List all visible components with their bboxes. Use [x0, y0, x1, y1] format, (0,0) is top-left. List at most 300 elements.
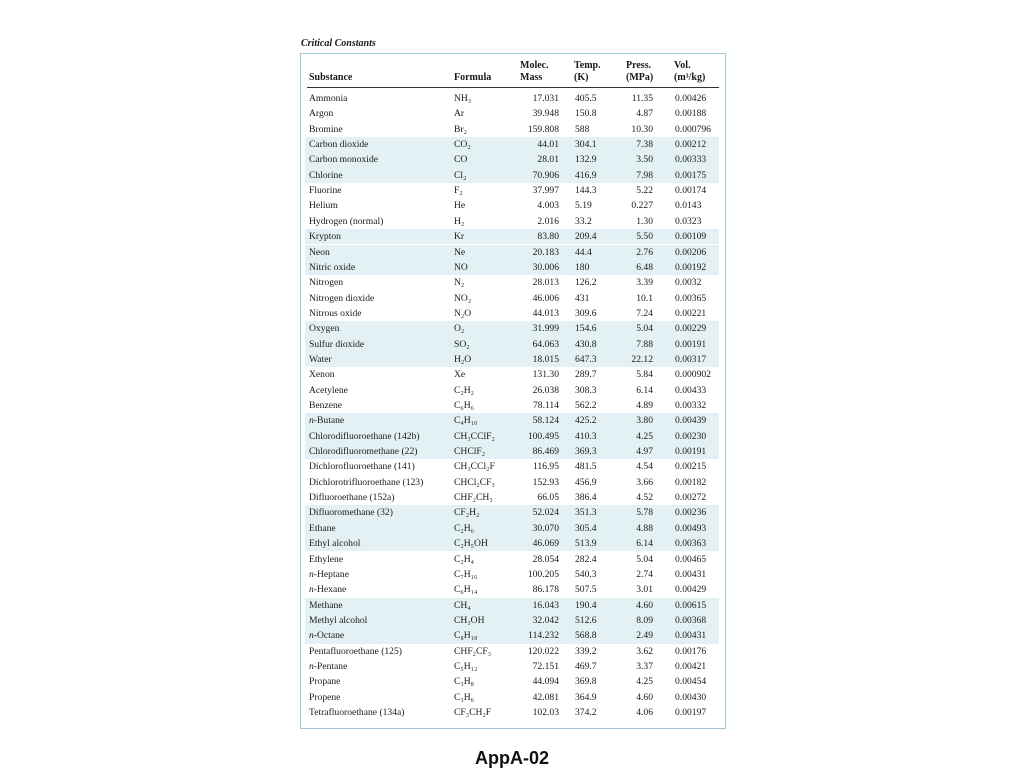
table-row — [305, 245, 719, 260]
molecular-mass-cell: 58.124 — [532, 415, 559, 427]
critical-pressure-cell: 4.54 — [636, 461, 653, 473]
formula-cell: CO — [454, 154, 468, 166]
critical-pressure-cell: 4.06 — [636, 707, 653, 718]
molecular-mass-cell: 18.015 — [532, 353, 559, 365]
formula-cell: Ne — [454, 246, 466, 258]
header-vol-line2: (m³/kg) — [674, 72, 706, 83]
critical-pressure-cell: 3.50 — [636, 154, 653, 166]
formula-cell: H₂O — [454, 353, 472, 365]
substance-cell: Sulfur dioxide — [309, 338, 365, 350]
table-row — [305, 413, 719, 428]
critical-volume-cell: 0.00333 — [675, 154, 707, 166]
critical-temperature-cell: 512.6 — [575, 614, 597, 626]
substance-cell: Tetrafluoroethane (134a) — [309, 707, 405, 718]
critical-pressure-cell: 5.22 — [636, 185, 653, 197]
formula-cell: Cl₂ — [454, 169, 467, 181]
formula-cell: CF₃CH₂F — [454, 707, 492, 718]
critical-pressure-cell: 3.37 — [636, 660, 653, 672]
critical-pressure-cell: 4.60 — [636, 599, 653, 611]
critical-temperature-cell: 126.2 — [575, 277, 597, 289]
substance-cell: Ethane — [309, 522, 336, 534]
table-row — [305, 459, 719, 474]
formula-cell: CH₄ — [454, 599, 471, 611]
substance-cell: Nitrogen — [309, 277, 344, 289]
molecular-mass-cell: 4.003 — [537, 200, 559, 212]
formula-cell: C₂H₅OH — [454, 538, 488, 550]
table-row — [305, 536, 719, 551]
formula-cell: CHClF₂ — [454, 446, 486, 458]
critical-volume-cell: 0.00176 — [675, 645, 707, 657]
header-mass-line1: Molec. — [520, 60, 549, 71]
critical-temperature-cell: 132.9 — [575, 154, 597, 166]
molecular-mass-cell: 86.469 — [532, 446, 559, 458]
formula-cell: CH₃CClF₂ — [454, 430, 495, 442]
critical-pressure-cell: 6.14 — [636, 538, 653, 550]
table-caption: Critical Constants — [301, 38, 376, 49]
substance-cell: Chlorodifluoromethane (22) — [309, 446, 418, 458]
molecular-mass-cell: 159.808 — [527, 123, 559, 135]
formula-cell: C₃H₆ — [454, 691, 475, 703]
formula-cell: F₂ — [454, 185, 463, 197]
critical-temperature-cell: 144.3 — [575, 185, 597, 197]
critical-temperature-cell: 425.2 — [575, 415, 597, 427]
table-row — [305, 398, 719, 413]
table-row — [305, 505, 719, 520]
table-row — [305, 214, 719, 229]
critical-temperature-cell: 540.3 — [575, 568, 597, 580]
substance-cell: Propene — [309, 691, 341, 703]
critical-volume-cell: 0.00365 — [675, 292, 707, 304]
critical-volume-cell: 0.00191 — [675, 446, 707, 458]
table-row — [305, 321, 719, 336]
table-row — [305, 444, 719, 459]
critical-pressure-cell: 8.09 — [636, 614, 653, 626]
molecular-mass-cell: 32.042 — [532, 614, 559, 626]
formula-cell: C₈H₁₈ — [454, 630, 478, 642]
critical-temperature-cell: 416.9 — [575, 169, 597, 181]
substance-cell: Ammonia — [309, 93, 348, 104]
formula-cell: CF₂H₂ — [454, 507, 480, 519]
formula-cell: CHCl₂CF₃ — [454, 476, 495, 488]
substance-cell: Acetylene — [309, 384, 348, 396]
critical-temperature-cell: 305.4 — [575, 522, 597, 534]
substance-cell: Ethyl alcohol — [309, 538, 361, 550]
critical-pressure-cell: 4.88 — [636, 522, 653, 534]
critical-volume-cell: 0.00188 — [675, 108, 707, 120]
critical-temperature-cell: 647.3 — [575, 353, 597, 365]
table-row — [305, 291, 719, 306]
table-header — [301, 54, 725, 90]
formula-cell: C₂H₂ — [454, 384, 475, 396]
critical-volume-cell: 0.00615 — [675, 599, 707, 611]
formula-cell: NH₃ — [454, 93, 472, 104]
critical-pressure-cell: 5.04 — [636, 553, 653, 565]
header-rule — [307, 87, 719, 88]
substance-cell: Carbon dioxide — [309, 139, 369, 151]
formula-cell: C₅H₁₂ — [454, 660, 478, 672]
critical-temperature-cell: 364.9 — [575, 691, 597, 703]
critical-pressure-cell: 3.39 — [636, 277, 653, 289]
critical-pressure-cell: 7.88 — [636, 338, 653, 350]
molecular-mass-cell: 20.183 — [532, 246, 559, 258]
critical-temperature-cell: 304.1 — [575, 139, 597, 151]
substance-cell: Methane — [309, 599, 343, 611]
slide-label: AppA-02 — [474, 748, 549, 768]
critical-temperature-cell: 481.5 — [575, 461, 597, 473]
formula-cell: CH₃CCl₂F — [454, 461, 495, 473]
critical-temperature-cell: 209.4 — [575, 231, 597, 243]
critical-pressure-cell: 2.74 — [636, 568, 653, 580]
table-row — [305, 567, 719, 582]
substance-cell: n-Butane — [309, 415, 345, 427]
critical-volume-cell: 0.00431 — [675, 630, 707, 642]
table-row — [305, 598, 719, 613]
critical-temperature-cell: 150.8 — [575, 108, 597, 120]
formula-cell: Xe — [454, 369, 466, 381]
formula-cell: CHF₂CF₃ — [454, 645, 492, 657]
molecular-mass-cell: 39.948 — [532, 108, 559, 120]
formula-cell: C₄H₁₀ — [454, 415, 478, 427]
molecular-mass-cell: 52.024 — [532, 507, 559, 519]
table-row — [305, 152, 719, 167]
formula-cell: N₂O — [454, 307, 472, 319]
critical-temperature-cell: 469.7 — [575, 660, 597, 672]
substance-cell: Oxygen — [309, 323, 340, 335]
critical-pressure-cell: 7.38 — [636, 139, 653, 151]
header-substance: Substance — [309, 72, 353, 83]
critical-volume-cell: 0.00236 — [675, 507, 707, 519]
molecular-mass-cell: 16.043 — [532, 599, 559, 611]
formula-cell: He — [454, 200, 466, 212]
molecular-mass-cell: 31.999 — [532, 323, 559, 335]
critical-volume-cell: 0.00229 — [675, 323, 707, 335]
critical-volume-cell: 0.00192 — [675, 261, 707, 273]
critical-pressure-cell: 3.80 — [636, 415, 653, 427]
critical-temperature-cell: 507.5 — [575, 584, 597, 596]
critical-pressure-cell: 4.60 — [636, 691, 653, 703]
formula-cell: C₆H₁₄ — [454, 584, 478, 596]
critical-pressure-cell: 3.66 — [636, 476, 653, 488]
molecular-mass-cell: 116.95 — [532, 461, 559, 473]
substance-cell: n-Heptane — [309, 568, 349, 580]
critical-volume-cell: 0.00191 — [675, 338, 707, 350]
substance-cell: Methyl alcohol — [309, 614, 368, 626]
critical-pressure-cell: 4.25 — [636, 676, 653, 688]
substance-cell: Water — [309, 353, 332, 365]
critical-temperature-cell: 588 — [575, 123, 590, 135]
critical-volume-cell: 0.00230 — [675, 430, 707, 442]
critical-pressure-cell: 5.50 — [636, 231, 653, 243]
critical-pressure-cell: 4.97 — [636, 446, 653, 458]
formula-cell: NO — [454, 261, 468, 273]
molecular-mass-cell: 30.006 — [532, 261, 559, 273]
table-row — [305, 429, 719, 444]
substance-cell: Difluoromethane (32) — [309, 507, 393, 519]
critical-volume-cell: 0.0143 — [675, 200, 702, 212]
molecular-mass-cell: 78.114 — [532, 400, 559, 411]
molecular-mass-cell: 100.205 — [527, 568, 559, 580]
molecular-mass-cell: 100.495 — [527, 430, 559, 442]
critical-temperature-cell: 374.2 — [575, 707, 597, 718]
molecular-mass-cell: 83.80 — [537, 231, 559, 243]
molecular-mass-cell: 44.013 — [532, 307, 559, 319]
critical-volume-cell: 0.00429 — [675, 584, 707, 596]
formula-cell: C₆H₆ — [454, 400, 475, 411]
critical-pressure-cell: 22.12 — [631, 353, 653, 365]
substance-cell: Xenon — [309, 369, 335, 381]
substance-cell: Hydrogen (normal) — [309, 215, 384, 227]
critical-pressure-cell: 11.35 — [631, 93, 653, 104]
critical-volume-cell: 0.00215 — [675, 461, 707, 473]
molecular-mass-cell: 120.022 — [527, 645, 559, 657]
table-row — [305, 183, 719, 198]
critical-pressure-cell: 5.84 — [636, 369, 653, 381]
critical-pressure-cell: 5.78 — [636, 507, 653, 519]
critical-temperature-cell: 309.6 — [575, 307, 597, 319]
molecular-mass-cell: 46.006 — [532, 292, 559, 304]
critical-pressure-cell: 4.25 — [636, 430, 653, 442]
critical-temperature-cell: 44.4 — [575, 246, 592, 258]
table-row — [305, 122, 719, 137]
critical-pressure-cell: 4.52 — [636, 492, 653, 504]
header-press-line2: (MPa) — [626, 72, 654, 83]
critical-volume-cell: 0.0032 — [675, 277, 702, 289]
substance-cell: Chlorine — [309, 169, 343, 181]
molecular-mass-cell: 152.93 — [532, 476, 559, 488]
critical-temperature-cell: 5.19 — [575, 200, 592, 212]
molecular-mass-cell: 86.178 — [532, 584, 559, 596]
formula-cell: C₇H₁₆ — [454, 568, 478, 580]
molecular-mass-cell: 28.013 — [532, 277, 559, 289]
substance-cell: n-Hexane — [309, 584, 347, 596]
table-row — [305, 659, 719, 674]
critical-temperature-cell: 431 — [575, 292, 590, 304]
critical-volume-cell: 0.0323 — [675, 215, 702, 227]
formula-cell: O₂ — [454, 323, 465, 335]
critical-temperature-cell: 308.3 — [575, 384, 597, 396]
formula-cell: C₂H₆ — [454, 522, 475, 534]
table-row — [305, 490, 719, 505]
table-row — [305, 383, 719, 398]
molecular-mass-cell: 44.01 — [537, 139, 559, 151]
table-row — [305, 260, 719, 275]
substance-cell: Neon — [309, 246, 330, 258]
critical-temperature-cell: 351.3 — [575, 507, 597, 519]
formula-cell: C₃H₈ — [454, 676, 475, 688]
table-row — [305, 168, 719, 183]
critical-pressure-cell: 5.04 — [636, 323, 653, 335]
substance-cell: Argon — [309, 108, 334, 120]
critical-temperature-cell: 456.9 — [575, 476, 597, 488]
critical-temperature-cell: 339.2 — [575, 645, 597, 657]
table-row — [305, 475, 719, 490]
table-row — [305, 229, 719, 244]
substance-cell: Krypton — [309, 231, 341, 243]
critical-volume-cell: 0.00431 — [675, 568, 707, 580]
critical-volume-cell: 0.00421 — [675, 660, 707, 672]
substance-cell: Helium — [309, 200, 338, 212]
molecular-mass-cell: 30.070 — [532, 522, 559, 534]
critical-pressure-cell: 0.227 — [631, 200, 653, 212]
substance-cell: Fluorine — [309, 185, 342, 197]
molecular-mass-cell: 44.094 — [532, 676, 559, 688]
table-row — [305, 613, 719, 628]
table-row — [305, 690, 719, 705]
critical-volume-cell: 0.00332 — [675, 400, 707, 411]
table-row — [305, 337, 719, 352]
table-row — [305, 106, 719, 121]
critical-pressure-cell: 3.01 — [636, 584, 653, 596]
formula-cell: NO₂ — [454, 292, 472, 304]
table-row — [305, 91, 719, 106]
table-row — [305, 275, 719, 290]
critical-pressure-cell: 6.14 — [636, 384, 653, 396]
critical-temperature-cell: 369.3 — [575, 446, 597, 458]
substance-cell: Propane — [309, 676, 341, 688]
critical-temperature-cell: 190.4 — [575, 599, 597, 611]
critical-temperature-cell: 562.2 — [575, 400, 597, 411]
substance-cell: Nitric oxide — [309, 261, 356, 273]
critical-temperature-cell: 282.4 — [575, 553, 597, 565]
critical-temperature-cell: 33.2 — [575, 215, 592, 227]
header-temp-line2: (K) — [574, 72, 589, 83]
critical-volume-cell: 0.00426 — [675, 93, 707, 104]
molecular-mass-cell: 28.01 — [537, 154, 559, 166]
critical-volume-cell: 0.00221 — [675, 307, 707, 319]
table-row — [305, 552, 719, 567]
substance-cell: Benzene — [309, 400, 343, 411]
critical-temperature-cell: 289.7 — [575, 369, 597, 381]
critical-volume-cell: 0.00465 — [675, 553, 707, 565]
critical-volume-cell: 0.000796 — [675, 123, 711, 135]
critical-volume-cell: 0.00430 — [675, 691, 707, 703]
critical-volume-cell: 0.00212 — [675, 139, 707, 151]
table-row — [305, 582, 719, 597]
table-row — [305, 628, 719, 643]
critical-temperature-cell: 430.8 — [575, 338, 597, 350]
header-formula: Formula — [454, 72, 492, 83]
critical-pressure-cell: 7.98 — [636, 169, 653, 181]
critical-volume-cell: 0.00493 — [675, 522, 707, 534]
molecular-mass-cell: 26.038 — [532, 384, 559, 396]
critical-pressure-cell: 1.30 — [636, 215, 653, 227]
critical-pressure-cell: 10.30 — [631, 123, 653, 135]
molecular-mass-cell: 131.30 — [532, 369, 559, 381]
critical-volume-cell: 0.00109 — [675, 231, 707, 243]
substance-cell: Pentafluoroethane (125) — [309, 645, 402, 657]
critical-pressure-cell: 2.76 — [636, 246, 653, 258]
critical-temperature-cell: 369.8 — [575, 676, 597, 688]
formula-cell: SO₂ — [454, 338, 470, 350]
critical-pressure-cell: 7.24 — [636, 307, 653, 319]
critical-pressure-cell: 4.87 — [636, 108, 653, 120]
substance-cell: Nitrous oxide — [309, 307, 362, 319]
critical-pressure-cell: 2.49 — [636, 630, 653, 642]
substance-cell: Chlorodifluoroethane (142b) — [309, 430, 420, 442]
molecular-mass-cell: 64.063 — [532, 338, 559, 350]
substance-cell: Bromine — [309, 123, 343, 135]
formula-cell: H₂ — [454, 215, 465, 227]
critical-volume-cell: 0.00433 — [675, 384, 707, 396]
critical-pressure-cell: 10.1 — [636, 292, 653, 304]
table-row — [305, 705, 719, 720]
substance-cell: Ethylene — [309, 553, 344, 565]
critical-volume-cell: 0.00272 — [675, 492, 707, 504]
critical-volume-cell: 0.00368 — [675, 614, 707, 626]
critical-volume-cell: 0.000902 — [675, 369, 711, 381]
critical-temperature-cell: 513.9 — [575, 538, 597, 550]
substance-cell: Difluoroethane (152a) — [309, 492, 395, 504]
molecular-mass-cell: 72.151 — [532, 660, 559, 672]
critical-volume-cell: 0.00182 — [675, 476, 707, 488]
critical-volume-cell: 0.00174 — [675, 185, 707, 197]
table-row — [305, 521, 719, 536]
critical-volume-cell: 0.00363 — [675, 538, 707, 550]
critical-temperature-cell: 154.6 — [575, 323, 597, 335]
formula-cell: C₂H₄ — [454, 553, 475, 565]
table-row — [305, 137, 719, 152]
critical-temperature-cell: 410.3 — [575, 430, 597, 442]
formula-cell: CO₂ — [454, 139, 471, 151]
critical-volume-cell: 0.00206 — [675, 246, 707, 258]
critical-volume-cell: 0.00317 — [675, 353, 707, 365]
formula-cell: CHF₂CH₃ — [454, 492, 493, 504]
substance-cell: Dichlorotrifluoroethane (123) — [309, 476, 424, 488]
molecular-mass-cell: 37.997 — [532, 185, 559, 197]
critical-volume-cell: 0.00197 — [675, 707, 707, 718]
critical-constants-table — [300, 53, 726, 729]
molecular-mass-cell: 102.03 — [532, 707, 559, 718]
molecular-mass-cell: 28.054 — [532, 553, 559, 565]
substance-cell: n-Pentane — [309, 660, 348, 672]
substance-cell: n-Octane — [309, 630, 345, 642]
table-row — [305, 367, 719, 382]
header-temp-line1: Temp. — [574, 60, 601, 71]
critical-temperature-cell: 405.5 — [575, 93, 597, 104]
formula-cell: Ar — [454, 108, 465, 120]
formula-cell: Br₂ — [454, 123, 467, 135]
substance-cell: Carbon monoxide — [309, 154, 379, 166]
critical-pressure-cell: 4.89 — [636, 400, 653, 411]
header-vol-line1: Vol. — [674, 60, 691, 71]
substance-cell: Dichlorofluoroethane (141) — [309, 461, 415, 473]
molecular-mass-cell: 114.232 — [528, 630, 559, 642]
molecular-mass-cell: 2.016 — [537, 215, 559, 227]
table-row — [305, 352, 719, 367]
formula-cell: N₂ — [454, 277, 465, 289]
table-row — [305, 644, 719, 659]
critical-volume-cell: 0.00175 — [675, 169, 707, 181]
substance-cell: Nitrogen dioxide — [309, 292, 375, 304]
header-mass-line2: Mass — [520, 72, 543, 83]
molecular-mass-cell: 46.069 — [532, 538, 559, 550]
critical-volume-cell: 0.00439 — [675, 415, 707, 427]
critical-pressure-cell: 3.62 — [636, 645, 653, 657]
molecular-mass-cell: 66.05 — [537, 492, 559, 504]
table-row — [305, 198, 719, 213]
critical-temperature-cell: 568.8 — [575, 630, 597, 642]
molecular-mass-cell: 42.081 — [532, 691, 559, 703]
table-row — [305, 306, 719, 321]
table-row — [305, 674, 719, 689]
formula-cell: Kr — [454, 231, 465, 243]
molecular-mass-cell: 70.906 — [532, 169, 559, 181]
formula-cell: CH₃OH — [454, 614, 485, 626]
critical-temperature-cell: 180 — [575, 261, 590, 273]
critical-volume-cell: 0.00454 — [675, 676, 707, 688]
molecular-mass-cell: 17.031 — [532, 93, 559, 104]
critical-pressure-cell: 6.48 — [636, 261, 653, 273]
